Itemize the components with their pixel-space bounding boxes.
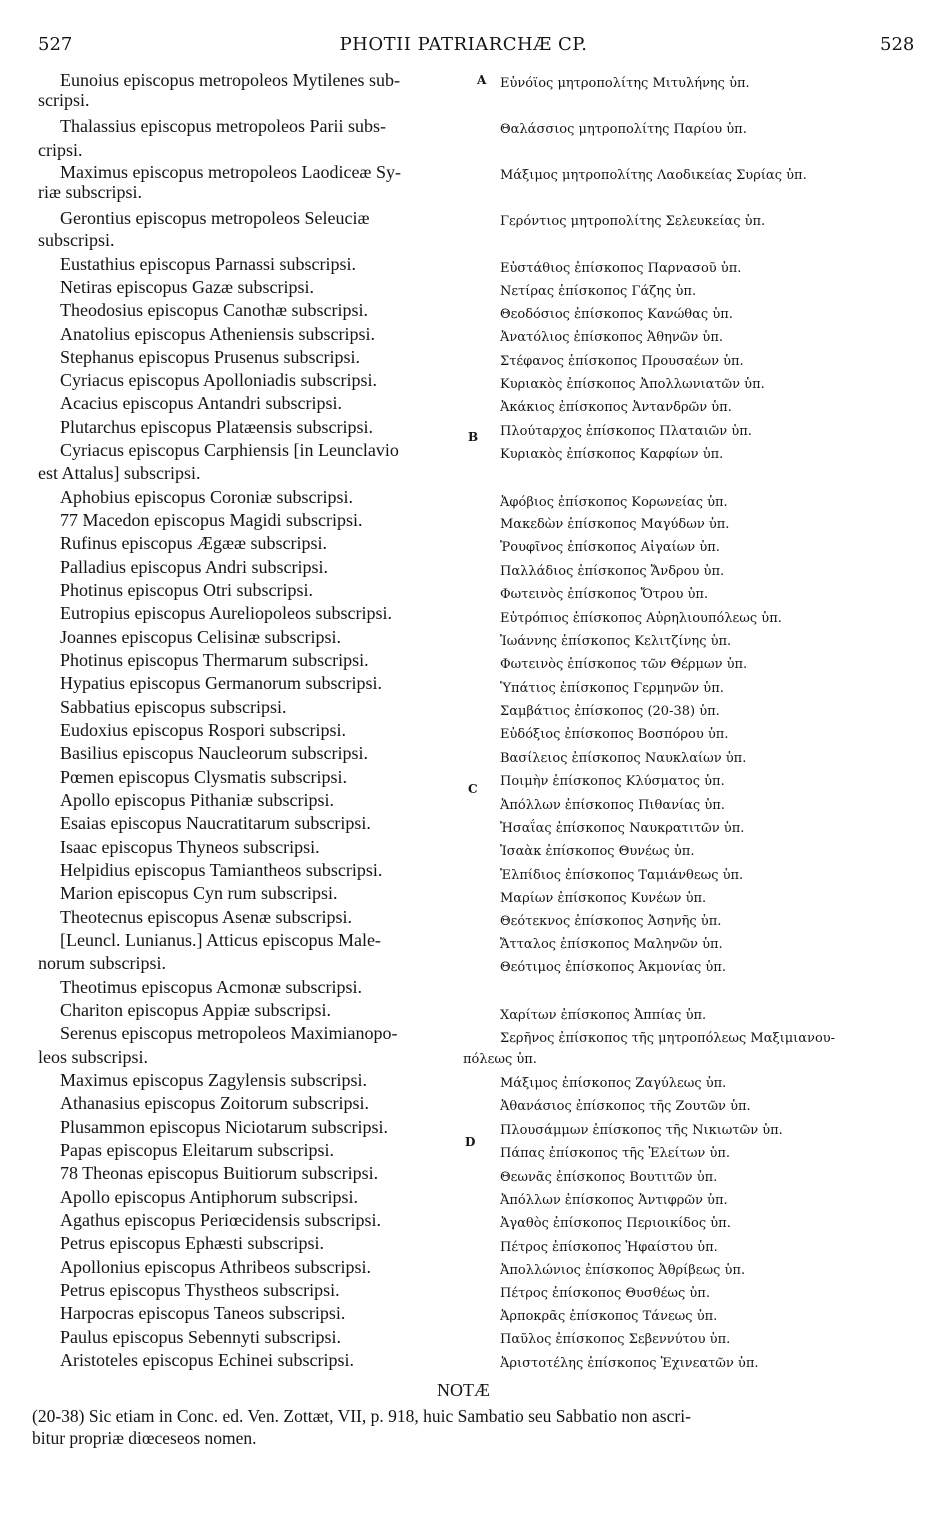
greek-line: Μάξιμος μητροπολίτης Λαοδικείας Συρίας ὑπ. xyxy=(500,168,807,183)
greek-line: Ἀθανάσιος ἐπίσκοπος τῆς Ζουτῶν ὑπ. xyxy=(500,1099,751,1114)
note-line: (20-38) Sic etiam in Conc. ed. Ven. Zottæt, VII, p. 918, huic Sambatio seu Sabbatio non ascri- xyxy=(32,1406,691,1426)
latin-line: Acacius episcopus Antandri subscripsi. xyxy=(60,393,342,413)
greek-line: Ἀγαθὸς ἐπίσκοπος Περιοικίδος ὑπ. xyxy=(500,1216,731,1231)
latin-line: Plutarchus episcopus Platæensis subscripsi. xyxy=(60,417,373,437)
greek-line: Ῥουφῖνος ἐπίσκοπος Αἰγαίων ὑπ. xyxy=(500,540,720,555)
latin-line: Joannes episcopus Celisinæ subscripsi. xyxy=(60,627,341,647)
latin-line: Chariton episcopus Appiæ subscripsi. xyxy=(60,1000,331,1020)
latin-line: Gerontius episcopus metropoleos Seleuciæ xyxy=(60,208,370,228)
margin-marker-d: D xyxy=(465,1135,476,1149)
greek-line: Ἀκάκιος ἐπίσκοπος Ἀντανδρῶν ὑπ. xyxy=(500,400,732,415)
greek-line: Ἀνατόλιος ἐπίσκοπος Ἀθηνῶν ὑπ. xyxy=(500,330,724,345)
margin-marker-b: B xyxy=(468,430,479,444)
latin-line: Isaac episcopus Thyneos subscripsi. xyxy=(60,837,320,857)
latin-line: Marion episcopus Cyn rum subscripsi. xyxy=(60,883,338,903)
greek-line: Μάξιμος ἐπίσκοπος Ζαγύλεως ὑπ. xyxy=(500,1076,727,1091)
latin-line: riæ subscripsi. xyxy=(38,182,143,202)
latin-line: Thalassius episcopus metropoleos Parii subs- xyxy=(60,116,386,136)
latin-line: Petrus episcopus Thystheos subscripsi. xyxy=(60,1280,340,1300)
greek-line: Σαμβάτιος ἐπίσκοπος (20-38) ὑπ. xyxy=(500,704,720,719)
greek-line: Σερῆνος ἐπίσκοπος τῆς μητροπόλεως Μαξιμιανου- xyxy=(500,1031,836,1046)
latin-line: cripsi. xyxy=(38,140,83,160)
latin-line: Eutropius episcopus Aureliopoleos subscripsi. xyxy=(60,603,392,623)
greek-line: Ἀπόλλων ἐπίσκοπος Ἀντιφρῶν ὑπ. xyxy=(500,1193,728,1208)
latin-line: Apollo episcopus Antiphorum subscripsi. xyxy=(60,1187,358,1207)
greek-line: Μαρίων ἐπίσκοπος Κυνέων ὑπ. xyxy=(500,891,707,906)
latin-line: Cyriacus episcopus Carphiensis [in Leunclavio xyxy=(60,440,399,460)
latin-line: Eunoius episcopus metropoleos Mytilenes sub- xyxy=(60,70,400,90)
greek-line: Ἀπολλώνιος ἐπίσκοπος Ἀθρίβεως ὑπ. xyxy=(500,1263,746,1278)
latin-line: Eudoxius episcopus Rospori subscripsi. xyxy=(60,720,346,740)
latin-line: Sabbatius episcopus subscripsi. xyxy=(60,697,287,717)
latin-line: Helpidius episcopus Tamiantheos subscripsi. xyxy=(60,860,383,880)
latin-line: Netiras episcopus Gazæ subscripsi. xyxy=(60,277,314,297)
latin-line: Eustathius episcopus Parnassi subscripsi. xyxy=(60,254,356,274)
greek-line: Ἀριστοτέλης ἐπίσκοπος Ἐχινεατῶν ὑπ. xyxy=(500,1356,759,1371)
latin-line: Cyriacus episcopus Apolloniadis subscripsi. xyxy=(60,370,377,390)
greek-line: Φωτεινὸς ἐπίσκοπος τῶν Θέρμων ὑπ. xyxy=(500,657,748,672)
latin-line: Hypatius episcopus Germanorum subscripsi. xyxy=(60,673,382,693)
latin-line: 77 Macedon episcopus Magidi subscripsi. xyxy=(60,510,363,530)
latin-line: Basilius episcopus Naucleorum subscripsi. xyxy=(60,743,368,763)
greek-line: Κυριακὸς ἐπίσκοπος Ἀπολλωνιατῶν ὑπ. xyxy=(500,377,765,392)
greek-line: Θεοδόσιος ἐπίσκοπος Κανώθας ὑπ. xyxy=(500,307,733,322)
latin-line: Rufinus episcopus Ægææ subscripsi. xyxy=(60,533,328,553)
greek-line: Θεότεκνος ἐπίσκοπος Ἀσηνῆς ὑπ. xyxy=(500,914,722,929)
greek-line: Κυριακὸς ἐπίσκοπος Καρφίων ὑπ. xyxy=(500,447,724,462)
latin-line: Palladius episcopus Andri subscripsi. xyxy=(60,557,328,577)
greek-line: Πλουσάμμων ἐπίσκοπος τῆς Νικιωτῶν ὑπ. xyxy=(500,1123,783,1138)
greek-line: Πέτρος ἐπίσκοπος Θυσθέως ὑπ. xyxy=(500,1286,710,1301)
latin-line: Petrus episcopus Ephæsti subscripsi. xyxy=(60,1233,324,1253)
latin-line: Aristoteles episcopus Echinei subscripsi. xyxy=(60,1350,354,1370)
latin-line: [Leuncl. Lunianus.] Atticus episcopus Male- xyxy=(60,930,381,950)
notes-title: NOTÆ xyxy=(437,1380,490,1400)
note-line: bitur propriæ diœceseos nomen. xyxy=(32,1428,257,1448)
greek-line: Ὑπάτιος ἐπίσκοπος Γερμηνῶν ὑπ. xyxy=(500,681,724,696)
margin-marker-a: A xyxy=(477,73,487,87)
latin-line: leos subscripsi. xyxy=(38,1047,148,1067)
latin-line: Aphobius episcopus Coroniæ subscripsi. xyxy=(60,487,354,507)
latin-line: Stephanus episcopus Prusenus subscripsi. xyxy=(60,347,360,367)
greek-line: Ἐλπίδιος ἐπίσκοπος Ταμιάνθεως ὑπ. xyxy=(500,868,744,883)
latin-line: Apollo episcopus Pithaniæ subscripsi. xyxy=(60,790,334,810)
latin-line: Photinus episcopus Otri subscripsi. xyxy=(60,580,314,600)
latin-line: Pœmen episcopus Clysmatis subscripsi. xyxy=(60,767,347,787)
page-number-left: 527 xyxy=(38,34,73,55)
greek-line: Ἀρποκρᾶς ἐπίσκοπος Τάνεως ὑπ. xyxy=(500,1309,718,1324)
greek-line: Μακεδὼν ἐπίσκοπος Μαγύδων ὑπ. xyxy=(500,517,730,532)
greek-line: Ἀφόβιος ἐπίσκοπος Κορωνείας ὑπ. xyxy=(500,495,728,510)
latin-line: norum subscripsi. xyxy=(38,953,166,973)
greek-line: Πέτρος ἐπίσκοπος Ἡφαίστου ὑπ. xyxy=(500,1240,718,1255)
latin-line: scripsi. xyxy=(38,90,90,110)
margin-marker-c: C xyxy=(468,782,478,796)
latin-line: Harpocras episcopus Taneos subscripsi. xyxy=(60,1303,346,1323)
latin-line: subscripsi. xyxy=(38,230,115,250)
latin-line: Apollonius episcopus Athribeos subscripsi. xyxy=(60,1257,371,1277)
greek-line: Παλλάδιος ἐπίσκοπος Ἄνδρου ὑπ. xyxy=(500,564,725,579)
greek-line: Στέφανος ἐπίσκοπος Προυσαέων ὑπ. xyxy=(500,354,744,369)
latin-line: Maximus episcopus Zagylensis subscripsi. xyxy=(60,1070,367,1090)
greek-line: Παῦλος ἐπίσκοπος Σεβεννύτου ὑπ. xyxy=(500,1332,731,1347)
latin-line: Athanasius episcopus Zoitorum subscripsi. xyxy=(60,1093,369,1113)
greek-line: Βασίλειος ἐπίσκοπος Ναυκλαίων ὑπ. xyxy=(500,751,747,766)
latin-line: Maximus episcopus metropoleos Laodiceæ Sy- xyxy=(60,162,401,182)
greek-line: Φωτεινὸς ἐπίσκοπος Ὄτρου ὑπ. xyxy=(500,587,709,602)
latin-line: Anatolius episcopus Atheniensis subscripsi. xyxy=(60,324,375,344)
latin-line: Photinus episcopus Thermarum subscripsi. xyxy=(60,650,369,670)
greek-line: Ἡσαΐας ἐπίσκοπος Ναυκρατιτῶν ὑπ. xyxy=(500,821,745,836)
greek-line: Εὐδόξιος ἐπίσκοπος Βοσπόρου ὑπ. xyxy=(500,727,729,742)
greek-line: Εὐνόϊος μητροπολίτης Μιτυλήνης ὑπ. xyxy=(500,76,750,91)
greek-line: Ἰσαὰκ ἐπίσκοπος Θυνέως ὑπ. xyxy=(500,844,695,859)
greek-line: Νετίρας ἐπίσκοπος Γάζης ὑπ. xyxy=(500,284,697,299)
greek-line: Ἀπόλλων ἐπίσκοπος Πιθανίας ὑπ. xyxy=(500,798,725,813)
latin-line: 78 Theonas episcopus Buitiorum subscripsi. xyxy=(60,1163,379,1183)
running-title: PHOTII PATRIARCHÆ CP. xyxy=(339,34,588,55)
greek-line: Θεωνᾶς ἐπίσκοπος Βουτιτῶν ὑπ. xyxy=(500,1170,718,1185)
latin-line: Papas episcopus Eleitarum subscripsi. xyxy=(60,1140,334,1160)
latin-line: est Attalus] subscripsi. xyxy=(38,463,201,483)
greek-line: Εὐστάθιος ἐπίσκοπος Παρνασοῦ ὑπ. xyxy=(500,261,742,276)
page-number-right: 528 xyxy=(880,34,915,55)
latin-line: Plusammon episcopus Niciotarum subscripsi. xyxy=(60,1117,388,1137)
greek-line: Χαρίτων ἐπίσκοπος Ἀππίας ὑπ. xyxy=(500,1008,707,1023)
greek-line: Ἰωάννης ἐπίσκοπος Κελιτζίνης ὑπ. xyxy=(500,634,732,649)
latin-line: Serenus episcopus metropoleos Maximianopo- xyxy=(60,1023,398,1043)
latin-line: Theodosius episcopus Canothæ subscripsi. xyxy=(60,300,368,320)
greek-line: πόλεως ὑπ. xyxy=(463,1052,537,1067)
greek-line: Θαλάσσιος μητροπολίτης Παρίου ὑπ. xyxy=(500,122,747,137)
latin-line: Paulus episcopus Sebennyti subscripsi. xyxy=(60,1327,341,1347)
greek-line: Εὐτρόπιος ἐπίσκοπος Αὐρηλιουπόλεως ὑπ. xyxy=(500,611,782,626)
latin-line: Agathus episcopus Periœcidensis subscripsi. xyxy=(60,1210,381,1230)
greek-line: Ἄτταλος ἐπίσκοπος Μαληνῶν ὑπ. xyxy=(500,937,723,952)
latin-line: Theotimus episcopus Acmonæ subscripsi. xyxy=(60,977,362,997)
greek-line: Πάπας ἐπίσκοπος τῆς Ἐλείτων ὑπ. xyxy=(500,1146,731,1161)
greek-line: Γερόντιος μητροπολίτης Σελευκείας ὑπ. xyxy=(500,214,766,229)
latin-line: Esaias episcopus Naucratitarum subscripsi. xyxy=(60,813,371,833)
latin-line: Theotecnus episcopus Asenæ subscripsi. xyxy=(60,907,352,927)
greek-line: Θεότιμος ἐπίσκοπος Ἀκμονίας ὑπ. xyxy=(500,960,726,975)
greek-line: Ποιμὴν ἐπίσκοπος Κλύσματος ὑπ. xyxy=(500,774,725,789)
greek-line: Πλούταρχος ἐπίσκοπος Πλαταιῶν ὑπ. xyxy=(500,424,752,439)
